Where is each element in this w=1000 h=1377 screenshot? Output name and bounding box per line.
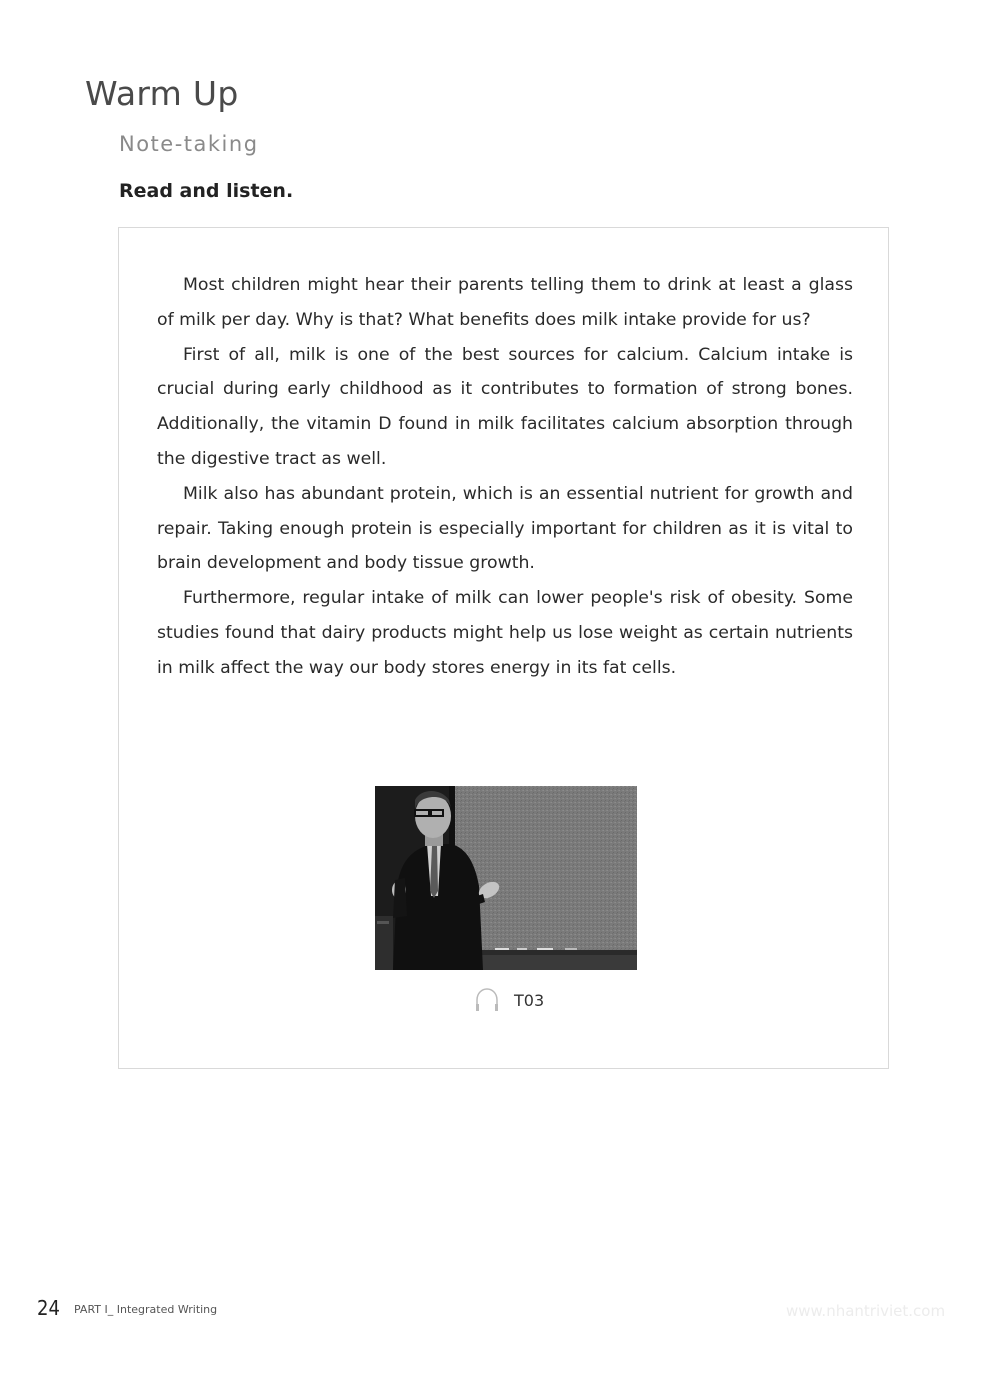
instruction-text: Read and listen. [119, 180, 294, 202]
audio-track[interactable] [474, 987, 544, 1013]
passage-paragraph-2: First of all, milk is one of the best sources for calcium. Calcium intake is crucial during early childhood as it contributes to formation of strong bones. Additionally, the vitamin D found in milk facilitates calcium absorption through the digestive tract as well. [157, 344, 853, 469]
passage-paragraph-3: Milk also has abundant protein, which is an essential nutrient for growth and repair. Taking enough protein is especially important for children as it is vital to brain development and body tissue growth. [157, 483, 853, 574]
section-subtitle: Note-taking [119, 132, 259, 156]
section-footer: PART I_ Integrated Writing [74, 1303, 218, 1316]
page-title: Warm Up [85, 74, 239, 113]
track-label: T03 [514, 990, 545, 1010]
lecturer-photo [375, 786, 637, 970]
page-number: 24 [37, 1296, 60, 1320]
passage-paragraph-4: Furthermore, regular intake of milk can lower people's risk of obesity. Some studies found that dairy products might help us lose weight as certain nutrients in milk affect the way our body stores energy in its fat cells. [157, 588, 853, 678]
watermark: www.nhantriviet.com [786, 1302, 946, 1320]
reading-passage [157, 268, 853, 686]
passage-paragraph-1: Most children might hear their parents telling them to drink at least a glass of milk per day. Why is that? What benefits does milk intake provide for us? [157, 275, 853, 330]
headphones-icon [474, 987, 500, 1013]
